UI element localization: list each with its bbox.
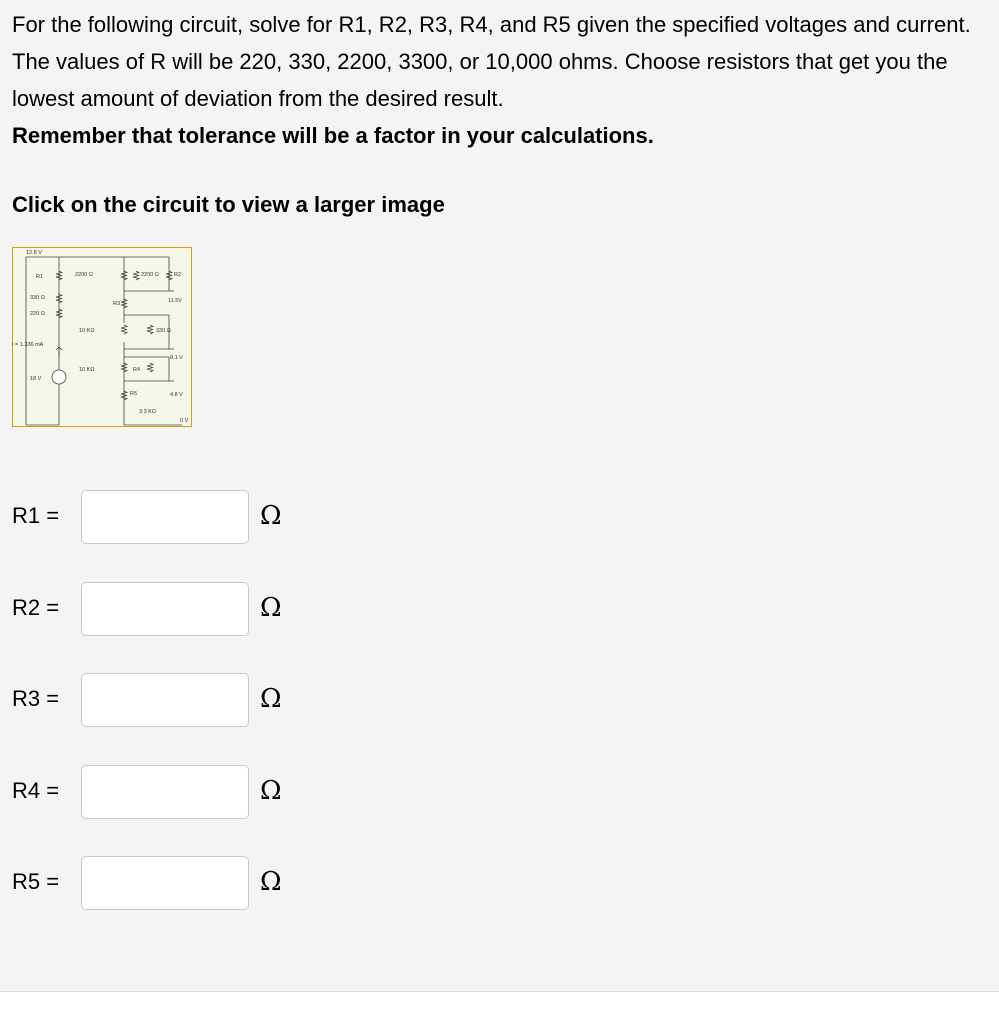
question-text	[12, 6, 997, 154]
answer-label-r3: R3 =	[12, 686, 60, 711]
label-220: 220 Ω	[30, 311, 45, 317]
label-3k3: 3.3 KΩ	[139, 409, 156, 415]
circuit-image[interactable]	[12, 247, 192, 427]
ohm-unit-icon: Ω	[260, 501, 282, 531]
question-emphasis: Remember that tolerance will be a factor in your calculations.	[12, 123, 654, 148]
label-330-left: 330 Ω	[30, 295, 45, 301]
answer-input-r1[interactable]	[81, 490, 249, 544]
ohm-unit-icon: Ω	[260, 593, 282, 623]
label-r1: R1	[36, 274, 44, 280]
answer-label-r4: R4 =	[12, 778, 60, 803]
answer-input-r4[interactable]	[81, 765, 249, 819]
label-11-5v: 11.5V	[168, 298, 182, 304]
answer-input-r3[interactable]	[81, 673, 249, 727]
label-4-8v: 4.8 V	[170, 392, 183, 398]
label-10k-b: 10 KΩ	[79, 367, 95, 373]
label-2200b: 2200 Ω	[141, 272, 159, 278]
label-r2: R2	[174, 272, 182, 278]
label-source: 18 V	[30, 376, 42, 382]
ohm-unit-icon: Ω	[260, 684, 282, 714]
label-330-right: 330 Ω	[156, 328, 171, 334]
label-0v: 0 V	[180, 418, 189, 424]
answer-label-r2: R2 =	[12, 595, 60, 620]
label-r5: R5	[130, 391, 138, 397]
label-r3: R3	[113, 301, 121, 307]
voltage-source-symbol	[52, 370, 66, 384]
label-r4: R4	[133, 367, 141, 373]
ohm-unit-icon: Ω	[260, 776, 282, 806]
ohm-unit-icon: Ω	[260, 867, 282, 897]
footer-area	[0, 992, 999, 1024]
label-top-voltage: 12.8 V	[26, 250, 42, 256]
label-8-1v: 8.1 V	[170, 355, 183, 361]
label-current: I = 1.336 mA	[12, 342, 44, 348]
answer-input-r5[interactable]	[81, 856, 249, 910]
question-body: For the following circuit, solve for R1, R2, R3, R4, and R5 given the specified voltages and current. The values of R will be 220, 330, 2200, 3300, or 10,000 ohms. Choose resistors that get you the lowest amount of deviation from the desired result.	[12, 12, 971, 111]
answer-label-r1: R1 =	[12, 503, 60, 528]
answer-label-r5: R5 =	[12, 869, 60, 894]
answer-input-r2[interactable]	[81, 582, 249, 636]
label-10k-a: 10 KΩ	[79, 328, 95, 334]
label-2200a: 2200 Ω	[75, 272, 93, 278]
circuit-caption: Click on the circuit to view a larger image	[12, 192, 445, 217]
